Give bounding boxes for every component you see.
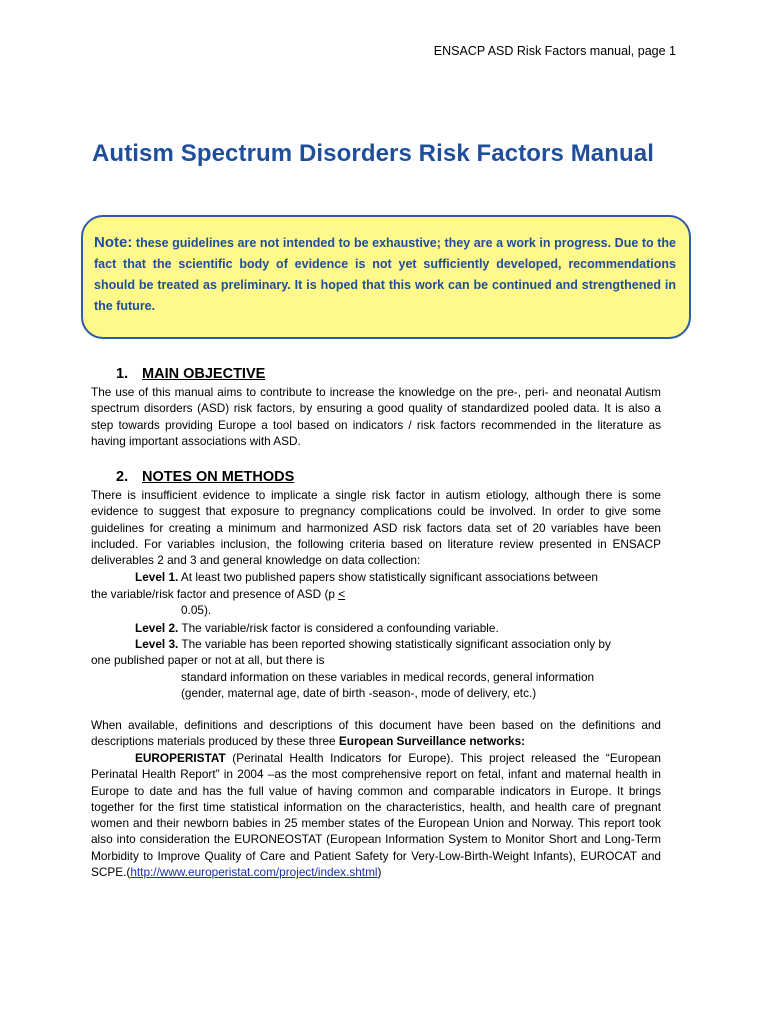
surveillance-networks-label: European Surveillance networks: xyxy=(338,734,526,749)
surveillance-intro-paragraph xyxy=(91,717,661,750)
level-2-line xyxy=(135,620,499,636)
europeristat-close-paren: ) xyxy=(377,865,382,880)
level-3-line-4: (gender, maternal age, date of birth -season-, mode of delivery, etc.) xyxy=(181,686,537,700)
section-heading-notes-on-methods xyxy=(116,469,294,485)
level-3-line-3: standard information on these variables in medical records, general information xyxy=(181,670,595,684)
surveillance-intro-text: When available, definitions and descriptions of this document have been based on the definitions and descriptions materials produced by these three xyxy=(91,718,661,749)
section-heading-main-objective xyxy=(116,366,265,382)
level-1-line xyxy=(135,569,598,585)
level-1-line-2 xyxy=(91,586,345,602)
level-1-label: Level 1. xyxy=(135,570,179,584)
note-label: Note: xyxy=(94,234,133,251)
section-title: NOTES ON METHODS xyxy=(142,469,295,485)
level-2-text: The variable/risk factor is considered a confounding variable. xyxy=(178,621,499,635)
less-equal-symbol: < xyxy=(338,587,346,601)
level-3-label: Level 3. xyxy=(135,637,179,651)
section-title: MAIN OBJECTIVE xyxy=(142,366,266,382)
level-1-text-2: the variable/risk factor and presence of ASD (p xyxy=(91,587,339,601)
note-box xyxy=(81,215,691,339)
level-2-label: Level 2. xyxy=(135,621,179,635)
level-1-text: At least two published papers show statistically significant associations between xyxy=(178,570,598,584)
level-3-text: The variable has been reported showing statistically significant association only by xyxy=(178,637,611,651)
note-text: these guidelines are not intended to be exhaustive; they are a work in progress. Due to the fact that the scientific body of evidence is not yet sufficiently developed, recommendations should be treated as preliminary. It is hoped that this work can be continued and strengthened in the future. xyxy=(94,236,676,313)
section-number: 2. xyxy=(116,469,129,485)
europeristat-text: (Perinatal Health Indicators for Europe). This project released the “European Perinatal Health Report” in 2004 –as the most comprehensive report on fetal, infant and maternal health in Europe to date and has the full value of having common and comparable indicators in Europe. It brings together for the first time statistical information on the characteristics, health, and health care of pregnant women and their newborn babies in 25 member states of the European Union and Norway. This report took also into consideration the EURONEOSTAT (European Information System to Monitor Short and Long-Term Morbidity to Improve Quality of Care and Patient Safety for Very-Low-Birth-Weight Infants), EUROCAT and SCPE.( xyxy=(91,751,661,880)
europeristat-name: EUROPERISTAT xyxy=(135,751,226,765)
level-3-line-2: one published paper or not at all, but there is xyxy=(91,653,325,667)
document-title: Autism Spectrum Disorders Risk Factors Manual xyxy=(92,140,654,167)
main-objective-paragraph: The use of this manual aims to contribute to increase the knowledge on the pre-, peri- and neonatal Autism spectrum disorders (ASD) risk factors, by ensuring a good quality of standardized pooled data. It is also a step towards providing Europe a tool based on indicators / risk factors recommended in the literature as having important associations with ASD. xyxy=(91,385,661,448)
section-number: 1. xyxy=(116,366,129,382)
running-header: ENSACP ASD Risk Factors manual, page 1 xyxy=(433,44,676,58)
level-1-line-3: 0.05). xyxy=(181,603,212,617)
europeristat-link[interactable]: http://www.europeristat.com/project/index.shtml xyxy=(130,865,378,880)
level-3-line xyxy=(135,636,611,652)
europeristat-paragraph xyxy=(91,750,661,880)
methods-intro-paragraph: There is insufficient evidence to implicate a single risk factor in autism etiology, although there is some evidence to suggest that exposure to pregnancy complications could be involved. In order to give some guidelines for creating a minimum and harmonized ASD risk factors data set of 20 variables have been included. For variables inclusion, the following criteria based on literature review presented in ENSACP deliverables 2 and 3 and general knowledge on data collection: xyxy=(91,488,661,568)
